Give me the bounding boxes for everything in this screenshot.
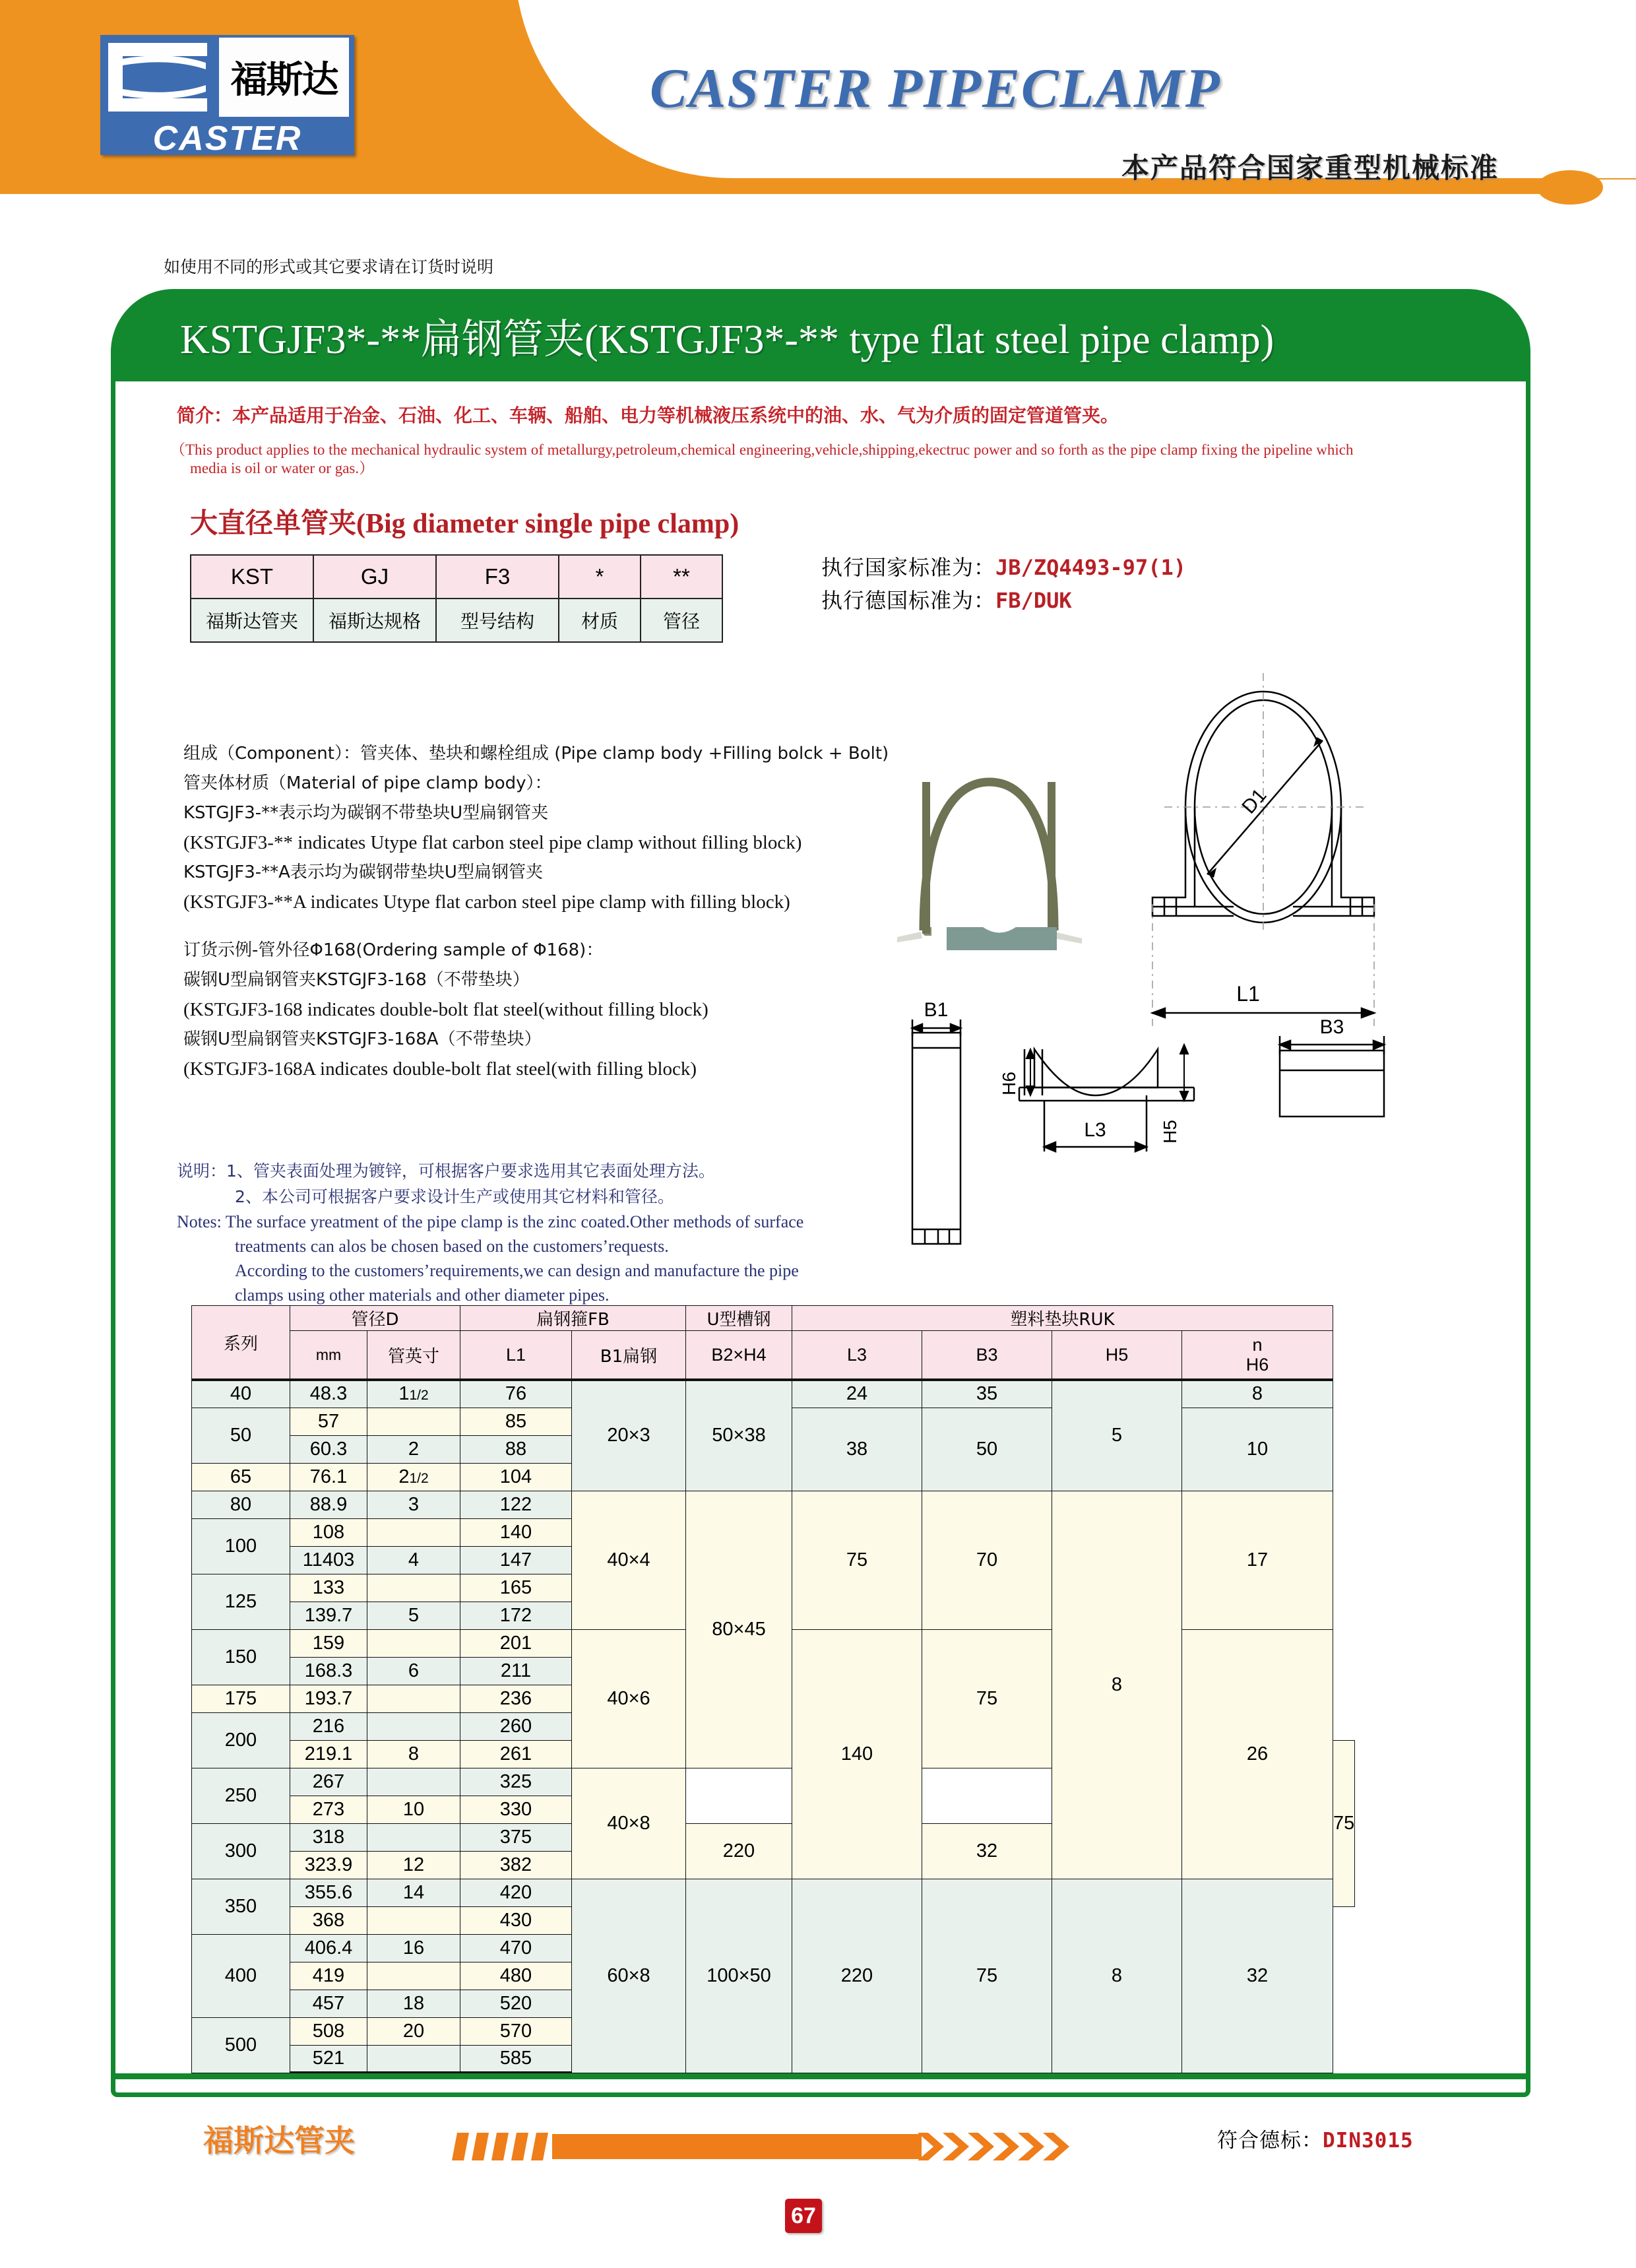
cell-series: 65 <box>192 1463 290 1491</box>
meaning-cell-kst: 福斯达管夹 <box>191 599 313 642</box>
desc-order-nofill-cn: 碳钢U型扁钢管夹KSTGJF3-168（不带垫块） <box>183 970 530 990</box>
cell-l1: 85 <box>460 1408 572 1435</box>
cell-l1: 236 <box>460 1685 572 1712</box>
cell-b3: 35 <box>922 1380 1052 1408</box>
banner-orange-knob <box>1537 170 1603 205</box>
brand-subtitle-chinese: 本产品符合国家重型机械标准 <box>1121 152 1499 184</box>
th-pipe-diameter: 管径D <box>290 1306 460 1331</box>
desc-order-sample: 订货示例-管外径Φ168(Ordering sample of Φ168)： <box>183 940 604 960</box>
desc-spacer <box>183 917 896 936</box>
cell-inch <box>367 1768 460 1796</box>
th-inch: 管英寸 <box>367 1331 460 1380</box>
cell-b1: 40×6 <box>572 1629 686 1768</box>
dim-label-h5: H5 <box>1160 1120 1180 1144</box>
cell-l1: 420 <box>460 1879 572 1906</box>
product-title: KSTGJF3*-**扁钢管夹(KSTGJF3*-** type flat steel pipe clamp) <box>180 317 1274 362</box>
cell-l1: 382 <box>460 1851 572 1879</box>
cell-inch: 2 <box>367 1435 460 1463</box>
cell-l1: 260 <box>460 1712 572 1740</box>
footer-standard-value: DIN3015 <box>1323 2129 1414 2153</box>
cell-l1: 330 <box>460 1796 572 1823</box>
pad-section-view <box>1019 1049 1194 1101</box>
cell-l1: 201 <box>460 1629 572 1657</box>
technical-drawings <box>884 640 1504 1254</box>
standard-value-national: JB/ZQ4493-97(1) <box>995 555 1186 580</box>
cell-series: 200 <box>192 1712 290 1768</box>
cell-b1: 60×8 <box>572 1879 686 2073</box>
cell-mm: 159 <box>290 1629 367 1657</box>
cell-mm: 133 <box>290 1574 367 1602</box>
cell-mm: 355.6 <box>290 1879 367 1906</box>
notes-en-4: clamps using other materials and other diameter pipes. <box>235 1285 610 1305</box>
logo-bottom-section <box>100 119 354 158</box>
section-heading-en: (Big diameter single pipe clamp) <box>356 509 739 539</box>
cell-l1: 480 <box>460 1962 572 1990</box>
cell-l1: 585 <box>460 2045 572 2073</box>
caster-clamp-mark-icon <box>106 39 216 115</box>
cell-l1: 104 <box>460 1463 572 1491</box>
cell-l1: 140 <box>460 1518 572 1546</box>
cell-h6: 17 <box>1182 1491 1333 1629</box>
cell-mm: 368 <box>290 1906 367 1934</box>
table-row <box>192 1380 1355 1408</box>
th-h6-top: n <box>1252 1335 1263 1355</box>
cell-series: 100 <box>192 1518 290 1574</box>
cell-h5: 5 <box>1052 1380 1182 1491</box>
notes-en-3: According to the customers’requirements,we can design and manufacture the pipe <box>235 1261 799 1280</box>
cell-mm: 216 <box>290 1712 367 1740</box>
cell-inch: 8 <box>367 1740 460 1768</box>
cell-inch <box>367 1408 460 1435</box>
cell-l1: 520 <box>460 1990 572 2017</box>
intro-chinese: 简介：本产品适用于冶金、石油、化工、车辆、船舶、电力等机械液压系统中的油、水、气为介质的固定管道管夹。 <box>177 405 1119 426</box>
cell-mm: 60.3 <box>290 1435 367 1463</box>
cell-series: 350 <box>192 1879 290 1934</box>
th-flat-steel-band: 扁钢箍FB <box>460 1306 686 1331</box>
cell-mm: 318 <box>290 1823 367 1851</box>
intro-english <box>170 441 1463 478</box>
cell-l1: 76 <box>460 1380 572 1408</box>
cell-mm: 48.3 <box>290 1380 367 1408</box>
desc-order-fill-en: (KSTGJF3-168A indicates double-bolt flat steel(with filling block) <box>183 1058 697 1080</box>
pad-plan-view-b3 <box>1280 1036 1384 1117</box>
code-cell-gj: GJ <box>313 555 436 599</box>
cell-l1: 88 <box>460 1435 572 1463</box>
footer-standard <box>1217 2123 1414 2153</box>
cell-l3: 38 <box>792 1408 922 1491</box>
cell-inch: 4 <box>367 1546 460 1574</box>
dim-label-d1: D1 <box>1238 784 1271 818</box>
cell-series: 500 <box>192 2017 290 2073</box>
cell-series: 400 <box>192 1934 290 2017</box>
cell-h6: 10 <box>1182 1408 1333 1491</box>
table-body <box>192 1380 1355 2073</box>
th-h5: H5 <box>1052 1331 1182 1380</box>
cell-b3: 70 <box>922 1491 1052 1629</box>
cell-inch <box>367 1906 460 1934</box>
cell-l1: 211 <box>460 1657 572 1685</box>
cell-inch <box>367 2045 460 2073</box>
cell-b2h4: 50×38 <box>686 1380 792 1491</box>
cell-l1: 570 <box>460 2017 572 2045</box>
th-h6 <box>1182 1331 1333 1380</box>
dim-label-l3: L3 <box>1084 1119 1106 1141</box>
cell-b1: 20×3 <box>572 1380 686 1491</box>
th-b3: B3 <box>922 1331 1052 1380</box>
standard-label-german: 执行德国标准为： <box>821 588 996 613</box>
code-cell-starstar: ** <box>641 555 722 599</box>
table-row <box>192 1491 1355 1518</box>
cell-l1: 470 <box>460 1934 572 1962</box>
cell-l3: 220 <box>686 1823 792 1879</box>
footer-brand: 福斯达管夹 <box>203 2123 355 2158</box>
code-cell-kst: KST <box>191 555 313 599</box>
cell-l3: 140 <box>792 1629 922 1879</box>
th-u-channel: U型槽钢 <box>686 1306 792 1331</box>
clamp-photo-icon <box>897 782 1082 950</box>
meaning-cell-f3: 型号结构 <box>436 599 559 642</box>
dim-label-b3: B3 <box>1319 1016 1344 1038</box>
description-block <box>183 739 896 1084</box>
cell-h6: 26 <box>1182 1629 1333 1879</box>
cell-l3: 220 <box>792 1879 922 2073</box>
product-title-bar <box>111 289 1530 381</box>
cell-l1: 165 <box>460 1574 572 1602</box>
th-b1: B1扁钢 <box>572 1331 686 1380</box>
footer-arrow-graphic <box>452 2133 1079 2160</box>
code-cell-star: * <box>559 555 641 599</box>
cell-inch <box>367 1629 460 1657</box>
cell-l1: 147 <box>460 1546 572 1574</box>
th-b2h4: B2×H4 <box>686 1331 792 1380</box>
cell-h6: 32 <box>1182 1879 1333 2073</box>
table-head <box>192 1306 1355 1380</box>
desc-component: 组成（Component）：管夹体、垫块和螺栓组成 (Pipe clamp body +Filling bolck + Bolt) <box>183 744 889 763</box>
cell-series: 50 <box>192 1408 290 1463</box>
code-row <box>191 555 722 599</box>
cell-mm: 521 <box>290 2045 367 2073</box>
cell-l1: 430 <box>460 1906 572 1934</box>
cell-inch: 5 <box>367 1602 460 1629</box>
th-plastic-pad: 塑料垫块RUK <box>792 1306 1333 1331</box>
meaning-cell-material: 材质 <box>559 599 641 642</box>
cell-h6: 32 <box>922 1823 1052 1879</box>
model-code-table <box>190 554 723 643</box>
cell-b3: 50 <box>922 1408 1052 1491</box>
th-mm: mm <box>290 1331 367 1380</box>
cell-mm: 11403 <box>290 1546 367 1574</box>
cell-l3: 75 <box>792 1491 922 1629</box>
cell-b2h4: 80×45 <box>686 1491 792 1768</box>
standard-row-german <box>821 584 1186 617</box>
dim-label-l1: L1 <box>1236 982 1260 1006</box>
cell-l1: 325 <box>460 1768 572 1796</box>
cell-series: 150 <box>192 1629 290 1685</box>
meaning-row <box>191 599 722 642</box>
order-note: 如使用不同的形式或其它要求请在订货时说明 <box>164 257 494 276</box>
brand-title-english: CASTER PIPECLAMP <box>650 57 1221 119</box>
cell-mm: 76.1 <box>290 1463 367 1491</box>
desc-code-fill-cn: KSTGJF3-**A表示均为碳钢带垫块U型扁钢管夹 <box>183 862 543 882</box>
notes-en-1: Notes: The surface yreatment of the pipe clamp is the zinc coated.Other methods of surface <box>177 1212 804 1231</box>
cell-series: 125 <box>192 1574 290 1629</box>
th-l1: L1 <box>460 1331 572 1380</box>
cell-l1: 122 <box>460 1491 572 1518</box>
cell-mm: 267 <box>290 1768 367 1796</box>
cell-b2h4: 100×50 <box>686 1879 792 2073</box>
cell-inch: 11/2 <box>367 1380 460 1408</box>
cell-mm: 419 <box>290 1962 367 1990</box>
logo-top-section <box>100 35 354 119</box>
cell-mm: 57 <box>290 1408 367 1435</box>
logo-chinese-text: 福斯达 <box>230 59 338 102</box>
cell-inch: 18 <box>367 1990 460 2017</box>
cell-inch: 6 <box>367 1657 460 1685</box>
cell-b1: 40×8 <box>572 1768 686 1879</box>
notes-block <box>177 1158 909 1307</box>
table-row <box>192 1879 1355 1906</box>
cell-l1: 172 <box>460 1602 572 1629</box>
cell-b3: 75 <box>1333 1740 1355 1906</box>
table-sub-header-row <box>192 1331 1355 1380</box>
intro-english-line1: （This product applies to the mechanical hydraulic system of metallurgy,petroleum,chemical engineering,vehicle,shipping,ekectruc power and so forth as the pipe clamp fixing the pipeline which <box>170 441 1354 458</box>
cell-mm: 193.7 <box>290 1685 367 1712</box>
th-l3: L3 <box>792 1331 922 1380</box>
dim-label-b1: B1 <box>924 999 949 1021</box>
cell-h5: 8 <box>1052 1491 1182 1879</box>
section-heading <box>190 502 739 541</box>
logo-chinese-name <box>219 38 349 117</box>
cell-series: 175 <box>192 1685 290 1712</box>
desc-code-nofill-en: (KSTGJF3-** indicates Utype flat carbon steel pipe clamp without filling block) <box>183 832 802 853</box>
cell-inch: 16 <box>367 1934 460 1962</box>
cell-series: 40 <box>192 1380 290 1408</box>
cell-inch <box>367 1962 460 1990</box>
cell-b1: 40×4 <box>572 1491 686 1629</box>
cell-b3: 75 <box>922 1879 1052 2073</box>
intro-english-line2: media is oil or water or gas.） <box>190 460 375 476</box>
standard-row-national <box>821 551 1186 584</box>
notes-cn-2: 2、本公司可根据客户要求设计生产或使用其它材料和管径。 <box>235 1187 674 1206</box>
notes-en-2: treatments can alos be chosen based on the customers’requests. <box>235 1237 669 1256</box>
cell-inch: 20 <box>367 2017 460 2045</box>
desc-order-fill-cn: 碳钢U型扁钢管夹KSTGJF3-168A（不带垫块） <box>183 1029 542 1049</box>
cell-mm: 406.4 <box>290 1934 367 1962</box>
section-heading-cn: 大直径单管夹 <box>190 507 357 539</box>
specification-table <box>191 1305 1355 2074</box>
footer-standard-label: 符合德标： <box>1217 2129 1323 2153</box>
th-h6-bot: H6 <box>1245 1355 1269 1375</box>
desc-material: 管夹体材质（Material of pipe clamp body）： <box>183 773 552 793</box>
cell-h5: 8 <box>1052 1879 1182 2073</box>
cell-mm: 457 <box>290 1990 367 2017</box>
meaning-cell-diameter: 管径 <box>641 599 722 642</box>
cell-series: 250 <box>192 1768 290 1823</box>
logo-english-text: CASTER <box>152 119 302 158</box>
cell-mm: 88.9 <box>290 1491 367 1518</box>
standard-label-national: 执行国家标准为： <box>821 555 996 580</box>
cell-inch: 3 <box>367 1491 460 1518</box>
cell-inch <box>367 1518 460 1546</box>
cell-mm: 168.3 <box>290 1657 367 1685</box>
company-logo <box>100 35 354 158</box>
notes-cn-1: 说明：1、管夹表面处理为镀锌，可根据客户要求选用其它表面处理方法。 <box>177 1161 715 1181</box>
desc-order-nofill-en: (KSTGJF3-168 indicates double-bolt flat steel(without filling block) <box>183 999 708 1020</box>
cell-series: 80 <box>192 1491 290 1518</box>
standard-value-german: FB/DUK <box>995 588 1072 613</box>
cell-series: 300 <box>192 1823 290 1879</box>
cell-l3: 24 <box>792 1380 922 1408</box>
dim-label-h6: H6 <box>999 1072 1019 1095</box>
cell-mm: 323.9 <box>290 1851 367 1879</box>
meaning-cell-gj: 福斯达规格 <box>313 599 436 642</box>
desc-code-fill-en: (KSTGJF3-**A indicates Utype flat carbon steel pipe clamp with filling block) <box>183 891 790 913</box>
cell-b3: 75 <box>922 1629 1052 1768</box>
cell-inch: 12 <box>367 1851 460 1879</box>
cell-inch: 14 <box>367 1879 460 1906</box>
cell-inch: 21/2 <box>367 1463 460 1491</box>
cell-mm: 219.1 <box>290 1740 367 1768</box>
cell-inch <box>367 1685 460 1712</box>
table-group-header-row <box>192 1306 1355 1331</box>
cell-inch <box>367 1574 460 1602</box>
code-cell-f3: F3 <box>436 555 559 599</box>
cell-mm: 508 <box>290 2017 367 2045</box>
flat-steel-b1-view <box>912 1020 960 1244</box>
cell-mm: 139.7 <box>290 1602 367 1629</box>
cell-mm: 108 <box>290 1518 367 1546</box>
cell-l1: 375 <box>460 1823 572 1851</box>
th-series: 系列 <box>192 1306 290 1380</box>
desc-code-nofill-cn: KSTGJF3-**表示均为碳钢不带垫块U型扁钢管夹 <box>183 803 549 823</box>
dim-h5 <box>1180 1045 1188 1101</box>
dim-h6 <box>1026 1049 1034 1095</box>
cell-inch: 10 <box>367 1796 460 1823</box>
cell-l1: 261 <box>460 1740 572 1768</box>
cell-mm: 273 <box>290 1796 367 1823</box>
standards-block <box>821 551 1186 617</box>
footer-divider <box>111 2073 1530 2079</box>
cell-h6: 8 <box>1182 1380 1333 1408</box>
cell-inch <box>367 1712 460 1740</box>
cell-inch <box>367 1823 460 1851</box>
page-number: 67 <box>785 2199 822 2233</box>
